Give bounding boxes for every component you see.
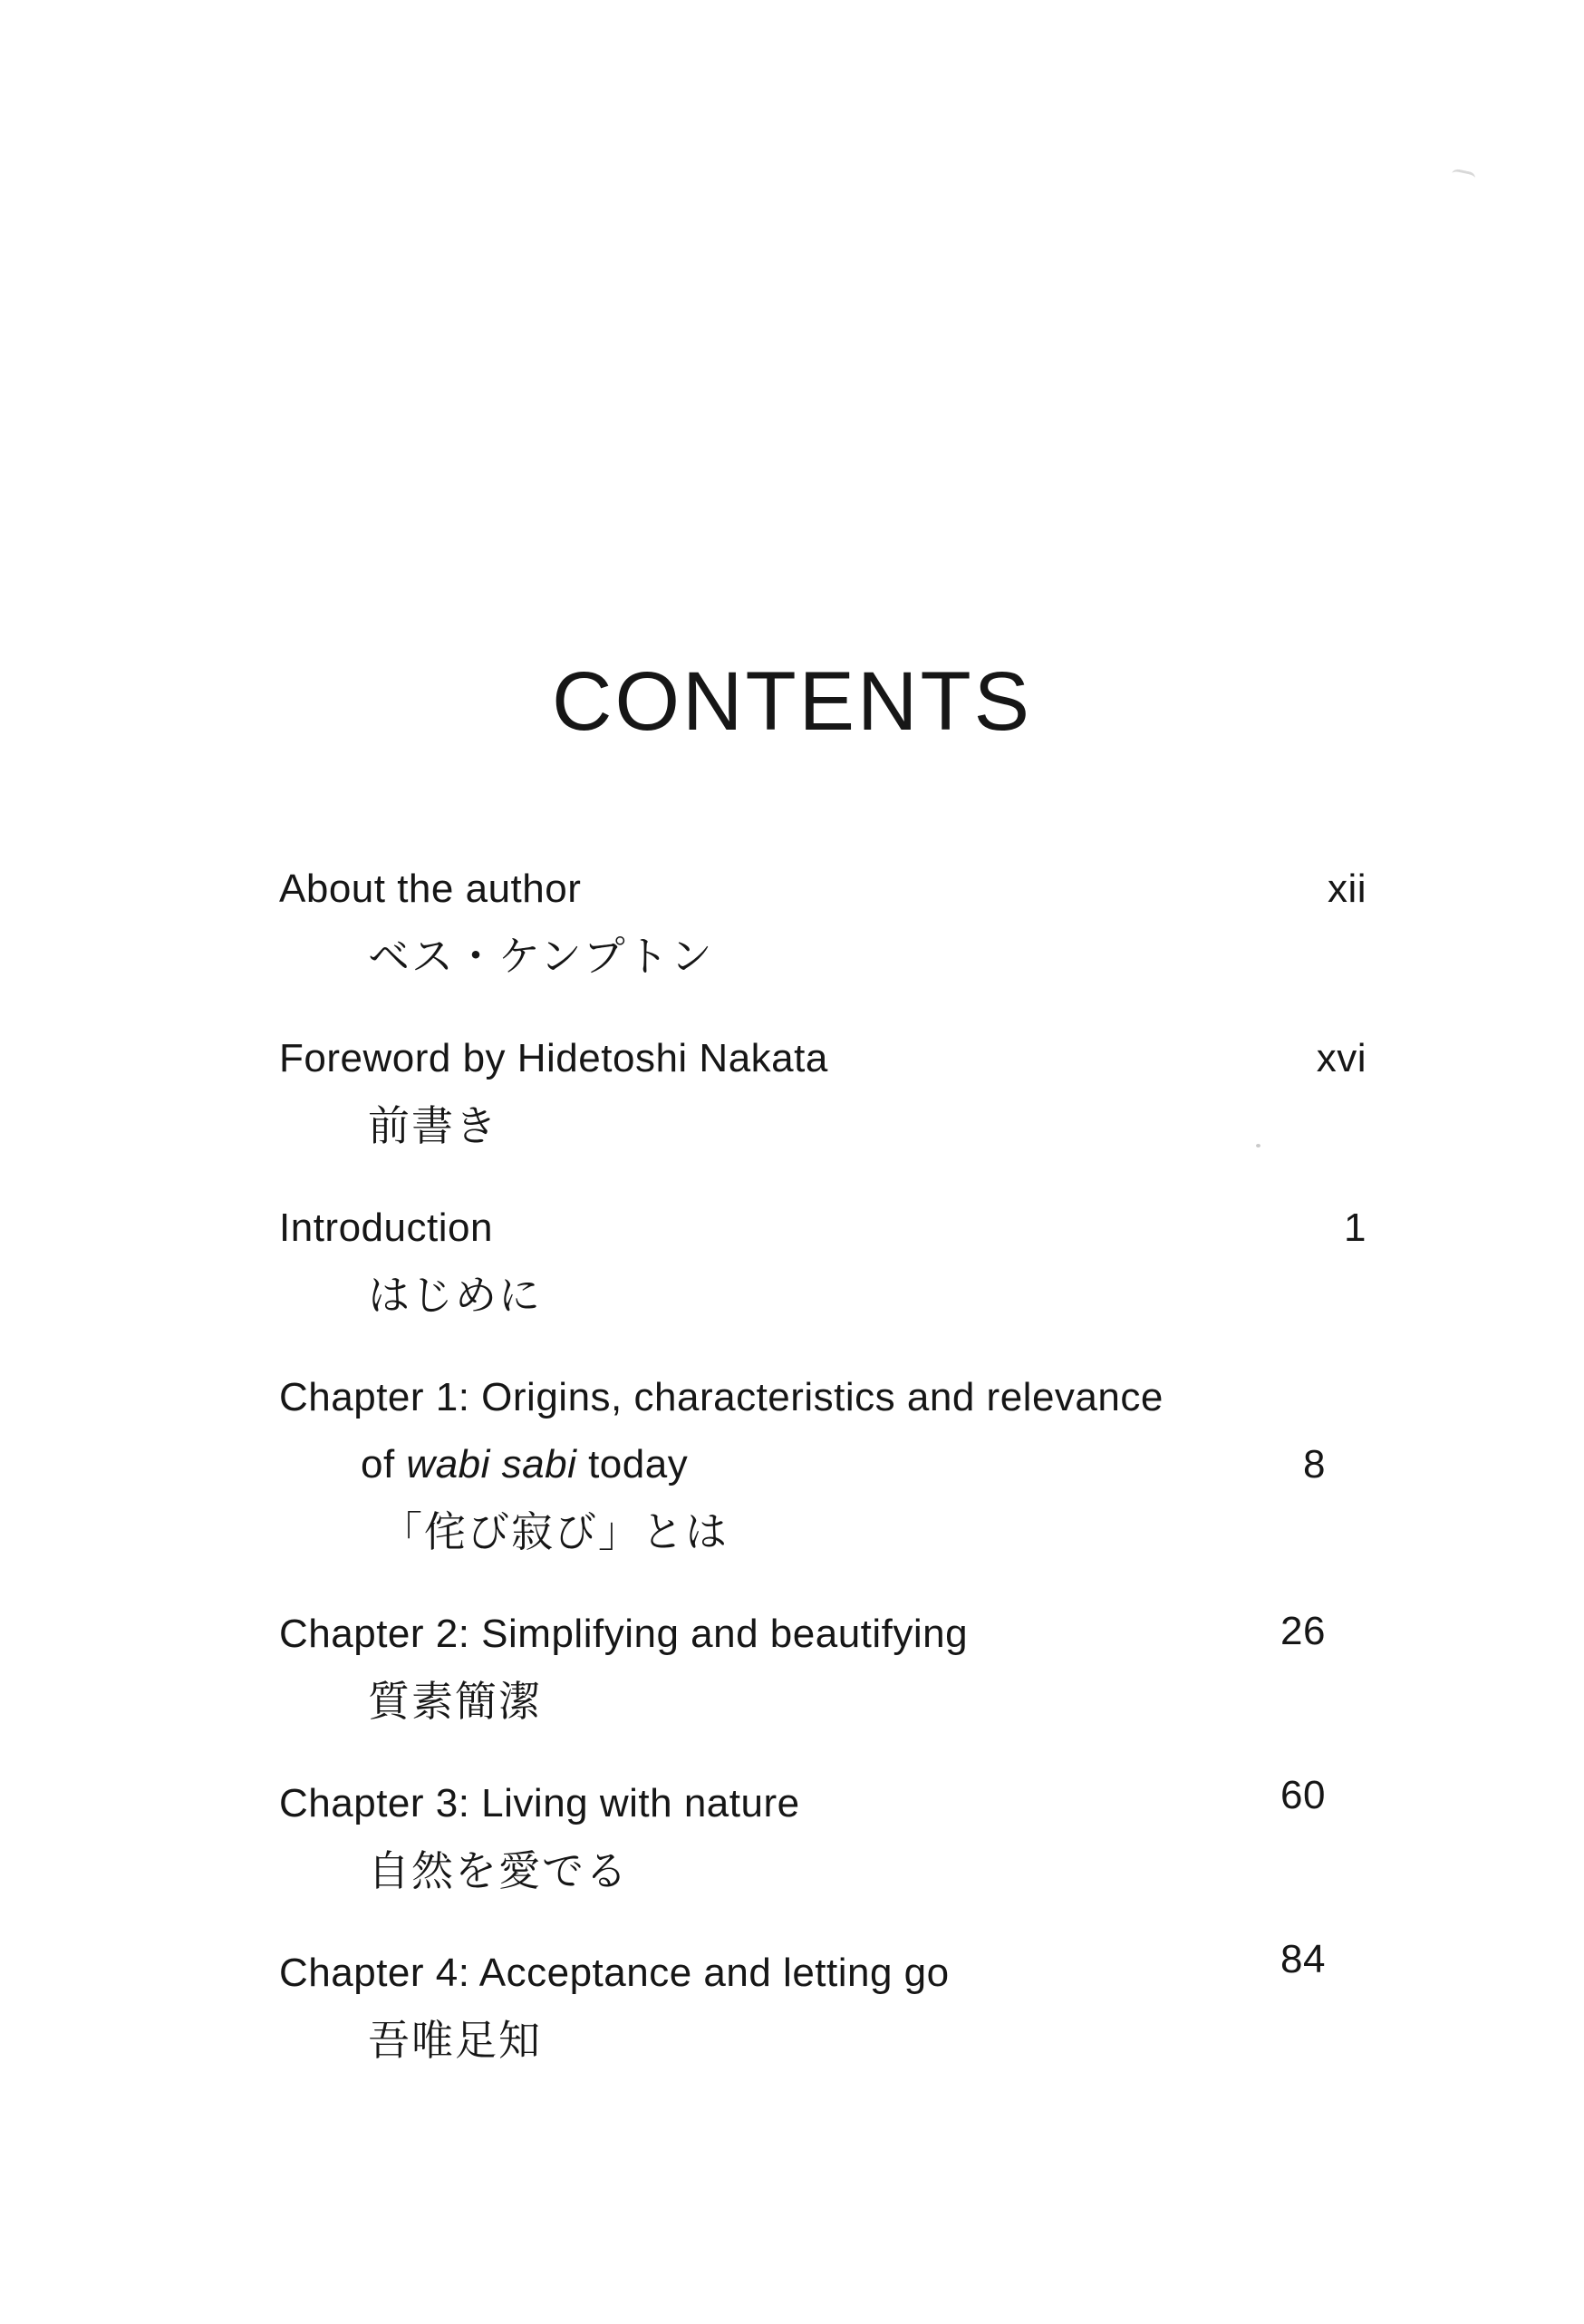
entry-page-number: 26 [1280,1609,1326,1653]
toc-entry-chapter-4 [279,1937,1367,2074]
entry-japanese-label: ベス・ケンプトン [368,933,714,980]
toc-entry-chapter-1 [279,1364,1367,1565]
entry-page-number: xvi [1316,1036,1367,1080]
entry-label-continuation [279,1431,688,1498]
entry-label-part: of [361,1442,407,1486]
entry-page-number: 1 [1344,1206,1367,1250]
entry-label: Introduction [279,1206,493,1250]
entry-page-number: 8 [1303,1442,1326,1486]
toc-entry-row [279,1770,1367,1837]
toc-entry-row [279,1937,1367,2007]
toc-entry-chapter-3 [279,1770,1367,1904]
toc-entry-chapter-2 [279,1601,1367,1735]
entry-page-number: 84 [1280,1937,1326,1981]
entry-label: Chapter 4: Acceptance and letting go [279,1951,950,1995]
entry-japanese-label: 「侘び寂び」とは [381,1508,729,1555]
entry-page-number: 60 [1280,1773,1326,1817]
entry-japanese-label: 吾唯足知 [368,2017,542,2064]
toc-entry-introduction [279,1195,1367,1329]
entry-label: Chapter 3: Living with nature [279,1781,800,1825]
entry-label: Chapter 2: Simplifying and beautifying [279,1612,969,1656]
toc-entry-row [279,1195,1367,1262]
entry-japanese-label: 自然を愛でる [368,1847,629,1894]
entry-japanese-label: 質素簡潔 [368,1678,542,1725]
table-of-contents [279,856,1367,2109]
entry-japanese-label: 前書き [368,1102,498,1149]
entry-label-part: today [576,1442,689,1486]
page-title: CONTENTS [552,654,1032,748]
entry-label: Foreword by Hidetoshi Nakata [279,1036,828,1080]
toc-entry-about-the-author [279,856,1367,990]
toc-entry-foreword [279,1025,1367,1159]
entry-japanese-label: はじめに [368,1272,542,1319]
entry-label: Chapter 1: Origins, characteristics and relevance [279,1375,1164,1419]
entry-label-italic-part: wabi sabi [406,1442,577,1486]
toc-entry-continuation-row [279,1431,1367,1498]
toc-entry-row [279,1601,1367,1668]
toc-entry-row [279,1025,1367,1092]
entry-label: About the author [279,867,582,911]
entry-page-number: xii [1327,867,1367,911]
toc-entry-row [279,1364,1367,1431]
toc-entry-row [279,856,1367,923]
scan-artifact-smudge [1451,168,1476,183]
